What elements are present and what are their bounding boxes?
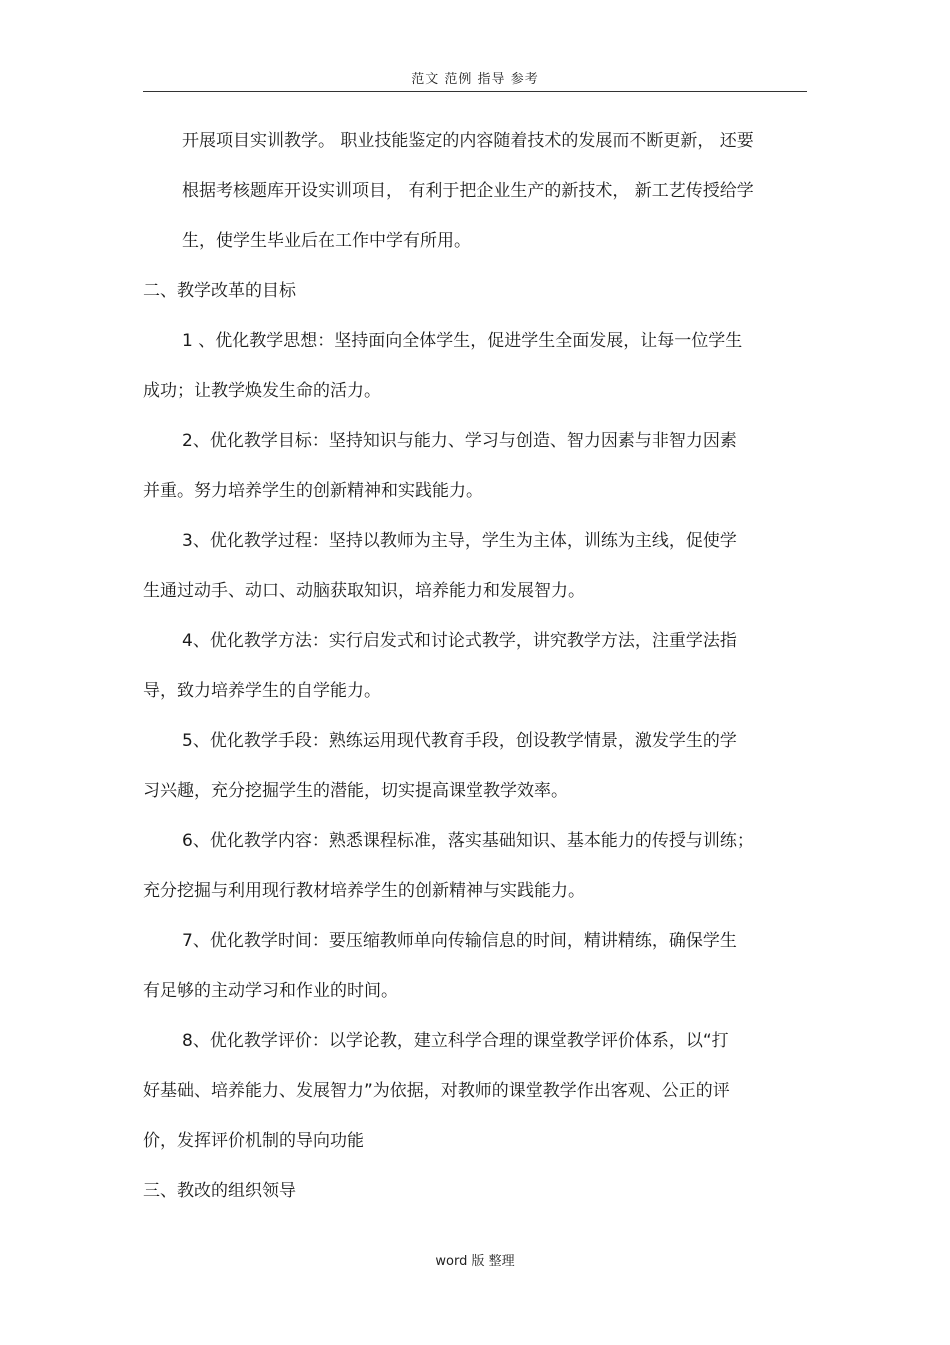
body-line: 有足够的主动学习和作业的时间。	[143, 981, 398, 1001]
body-line: 习兴趣，充分挖掘学生的潜能，切实提高课堂教学效率。	[143, 781, 568, 801]
body-line: 5、优化教学手段：熟练运用现代教育手段，创设教学情景，激发学生的学	[182, 731, 737, 751]
body-line: 2、优化教学目标：坚持知识与能力、学习与创造、智力因素与非智力因素	[182, 431, 737, 451]
body-line: 成功；让教学焕发生命的活力。	[143, 381, 381, 401]
body-line: 7、优化教学时间：要压缩教师单向传输信息的时间，精讲精练，确保学生	[182, 931, 737, 951]
section-heading: 三、教改的组织领导	[143, 1181, 296, 1201]
body-line: 6、优化教学内容：熟悉课程标准，落实基础知识、基本能力的传授与训练；	[182, 831, 754, 851]
section-heading: 二、教学改革的目标	[143, 281, 296, 301]
header-divider	[143, 91, 807, 92]
body-line: 8、优化教学评价：以学论教，建立科学合理的课堂教学评价体系，以“打	[182, 1031, 729, 1051]
body-line: 生通过动手、动口、动脑获取知识，培养能力和发展智力。	[143, 581, 585, 601]
body-line: 4、优化教学方法：实行启发式和讨论式教学，讲究教学方法，注重学法指	[182, 631, 737, 651]
page-header: 范文 范例 指导 参考	[411, 72, 539, 87]
page-footer: word 版 整理	[435, 1254, 515, 1269]
body-line: 生，使学生毕业后在工作中学有所用。	[182, 231, 471, 251]
body-line: 好基础、培养能力、发展智力”为依据，对教师的课堂教学作出客观、公正的评	[143, 1081, 730, 1101]
body-line: 1 、优化教学思想：坚持面向全体学生，促进学生全面发展，让每一位学生	[182, 331, 743, 351]
body-line: 开展项目实训教学。 职业技能鉴定的内容随着技术的发展而不断更新， 还要	[182, 131, 754, 151]
body-line: 根据考核题库开设实训项目， 有利于把企业生产的新技术， 新工艺传授给学	[182, 181, 754, 201]
body-line: 3、优化教学过程：坚持以教师为主导，学生为主体，训练为主线，促使学	[182, 531, 737, 551]
body-line: 并重。努力培养学生的创新精神和实践能力。	[143, 481, 483, 501]
body-line: 充分挖掘与利用现行教材培养学生的创新精神与实践能力。	[143, 881, 585, 901]
body-line: 价，发挥评价机制的导向功能	[143, 1131, 364, 1151]
body-line: 导，致力培养学生的自学能力。	[143, 681, 381, 701]
